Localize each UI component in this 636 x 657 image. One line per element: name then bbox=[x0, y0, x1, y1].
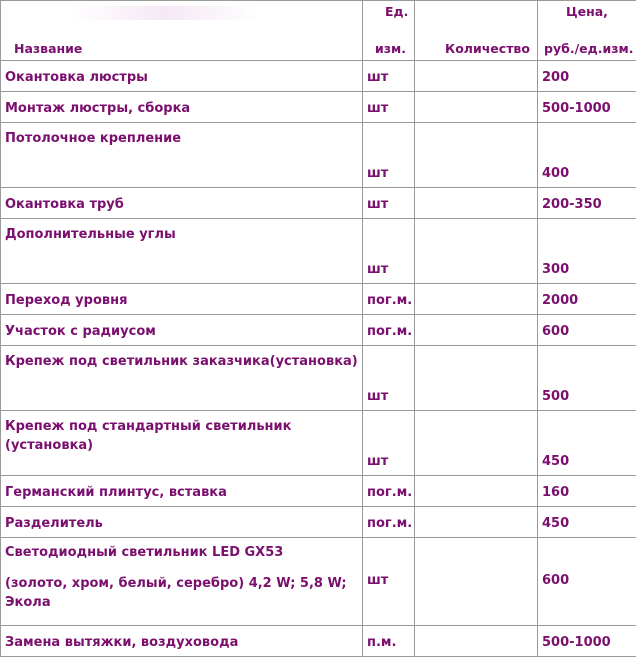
row-name: Монтаж люстры, сборка bbox=[1, 92, 363, 123]
header-name: Название bbox=[1, 1, 363, 61]
row-name: Дополнительные углы bbox=[1, 219, 363, 284]
row-name-line: Крепеж под стандартный светильник bbox=[5, 417, 362, 436]
row-quantity-cell bbox=[415, 188, 538, 219]
row-price: 500-1000 bbox=[538, 92, 636, 123]
row-quantity-cell bbox=[415, 92, 538, 123]
table-row bbox=[1, 626, 636, 657]
row-name: Потолочное крепление bbox=[1, 123, 363, 188]
header-quantity: Количество bbox=[415, 1, 538, 61]
row-name: Замена вытяжки, воздуховода bbox=[1, 626, 363, 657]
row-unit: пог.м. bbox=[363, 507, 415, 538]
row-name: Окантовка труб bbox=[1, 188, 363, 219]
row-name bbox=[1, 538, 363, 626]
table-row bbox=[1, 61, 636, 92]
table-row bbox=[1, 538, 636, 626]
row-unit: п.м. bbox=[363, 626, 415, 657]
row-price: 600 bbox=[538, 538, 636, 626]
row-unit: шт bbox=[363, 92, 415, 123]
header-price: Цена, руб./ед.изм. bbox=[538, 1, 636, 61]
table-row bbox=[1, 315, 636, 346]
row-unit: шт bbox=[363, 219, 415, 284]
row-unit: шт bbox=[363, 411, 415, 476]
row-unit: пог.м. bbox=[363, 315, 415, 346]
row-name: Разделитель bbox=[1, 507, 363, 538]
row-unit: шт bbox=[363, 188, 415, 219]
row-price: 600 bbox=[538, 315, 636, 346]
row-price: 500-1000 bbox=[538, 626, 636, 657]
row-price: 450 bbox=[538, 507, 636, 538]
row-name-line: (установка) bbox=[5, 436, 362, 455]
table-row bbox=[1, 346, 636, 411]
table-row bbox=[1, 188, 636, 219]
row-quantity-cell bbox=[415, 315, 538, 346]
header-unit: Ед. изм. bbox=[363, 1, 415, 61]
row-quantity-cell bbox=[415, 284, 538, 315]
row-price: 400 bbox=[538, 123, 636, 188]
table-row bbox=[1, 284, 636, 315]
row-unit: шт bbox=[363, 123, 415, 188]
row-unit: пог.м. bbox=[363, 284, 415, 315]
row-unit: пог.м. bbox=[363, 476, 415, 507]
row-price: 500 bbox=[538, 346, 636, 411]
row-name bbox=[1, 411, 363, 476]
row-quantity-cell bbox=[415, 346, 538, 411]
table-row bbox=[1, 411, 636, 476]
row-name: Переход уровня bbox=[1, 284, 363, 315]
row-name: Германский плинтус, вставка bbox=[1, 476, 363, 507]
row-quantity-cell bbox=[415, 626, 538, 657]
row-price: 300 bbox=[538, 219, 636, 284]
row-price: 160 bbox=[538, 476, 636, 507]
row-quantity-cell bbox=[415, 219, 538, 284]
row-quantity-cell bbox=[415, 538, 538, 626]
row-name-line: (золото, хром, белый, серебро) 4,2 W; 5,8 W; bbox=[5, 574, 362, 593]
row-name-line: Светодиодный светильник LED GX53 bbox=[5, 543, 362, 562]
row-quantity-cell bbox=[415, 123, 538, 188]
table-header-row bbox=[1, 1, 636, 61]
row-quantity-cell bbox=[415, 507, 538, 538]
row-quantity-cell bbox=[415, 411, 538, 476]
row-price: 450 bbox=[538, 411, 636, 476]
row-name: Крепеж под светильник заказчика(установка) bbox=[1, 346, 363, 411]
row-name: Участок с радиусом bbox=[1, 315, 363, 346]
table-row bbox=[1, 92, 636, 123]
table-row bbox=[1, 507, 636, 538]
row-name: Окантовка люстры bbox=[1, 61, 363, 92]
row-price: 200-350 bbox=[538, 188, 636, 219]
table-row bbox=[1, 219, 636, 284]
row-price: 2000 bbox=[538, 284, 636, 315]
row-price: 200 bbox=[538, 61, 636, 92]
row-quantity-cell bbox=[415, 61, 538, 92]
table-row bbox=[1, 476, 636, 507]
table-row bbox=[1, 123, 636, 188]
row-unit: шт bbox=[363, 346, 415, 411]
row-name-line: Экола bbox=[5, 593, 362, 612]
row-unit: шт bbox=[363, 61, 415, 92]
row-unit: шт bbox=[363, 538, 415, 626]
row-quantity-cell bbox=[415, 476, 538, 507]
